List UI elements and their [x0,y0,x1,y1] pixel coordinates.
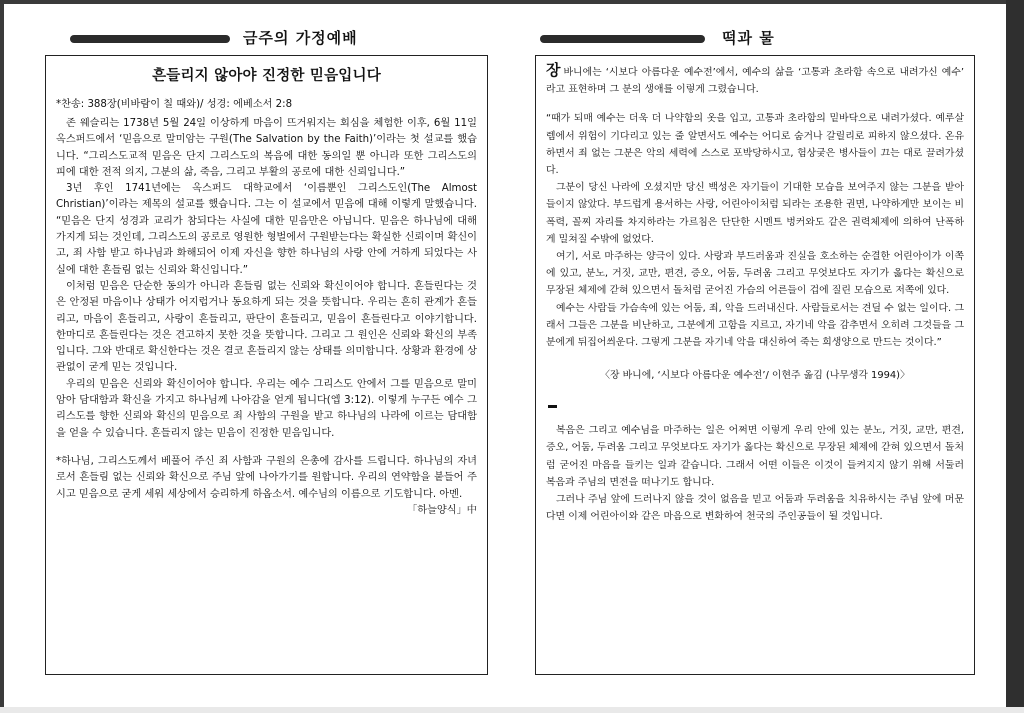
source-signature: 「하늘양식」中 [407,504,477,516]
quote-paragraph-1: “때가 되매 예수는 더욱 더 나약함의 옷을 입고, 고통과 초라함의 밑바닥으로 내려가셨다. 예루살렘에서 위험이 기다리고 있는 줄 알면서도 예수는 어디로 숨거나 갈릴리로 피하지 않으셨다. 온유하면서 죄 없는 그분은 악의 세력에 스스로 포박당하시고, 험상궂은 병사들이 끄는 대로 끌려가셨다. [546,113,964,177]
closing-paragraph-1: 복음은 그리고 예수님을 마주하는 일은 어쩌면 이렇게 우리 안에 있는 분노, 거짓, 교만, 편견, 증오, 어둠, 두려움 그리고 무엇보다도 자기가 옳다는 확신으로 무장된 체제에 갇혀 있으면서 돌처럼 굳어진 마음을 들키는 일과 같습니다. 그래서 어떤 이들은 이것이 들켜지지 않기 위해 서둘러 복음과 주님의 면전을 떠나기도 합니다. [546,425,964,488]
prayer-paragraph [56,454,477,516]
right-header-bar [540,35,705,43]
closing-paragraph-2: 그러나 주님 앞에 드러나지 않을 것이 없음을 믿고 어둠과 두려움을 치유하시는 주님 앞에 머문다면 이제 어린아이와 같은 마음으로 변화하여 천국의 주인공들이 될 것입니다. [546,494,964,523]
window-frame-left [0,0,4,713]
left-article-panel [45,55,488,675]
right-article-panel [535,55,975,675]
dropcap-letter: 장 [546,61,561,79]
article-paragraph-1: 존 웨슬리는 1738년 5월 24일 이상하게 마음이 뜨거워지는 회심을 체험한 이후, 6월 11일 옥스퍼드에서 ‘믿음으로 말미암는 구원(The Salvation by the Faith)’이라는 첫 설교를 했습니다. “그리스도교적 믿음은 단지 그리스도의 복음에 대한 동의일 뿐 아니라 또한 그리스도의 피에 대한 전적 의지, 그분의 삶, 죽음, 그리고 부활의 공로에 대한 신뢰입니다.” [56,118,477,178]
section-marker-icon [548,405,557,408]
intro-text: 바니에는 ‘시보다 아름다운 예수전’에서, 예수의 삶을 ‘고통과 초라함 속으로 내려가신 예수’ 라고 표현하며 그 분의 생애를 이렇게 그렸습니다. [546,67,964,96]
prayer-text: *하나님, 그리스도께서 베풀어 주신 죄 사함과 구원의 은총에 감사를 드립니다. 하나님의 자녀로서 흔들림 없는 신뢰와 확신으로 주님 앞에 나아가기를 원합니다. 우리의 연약함을 붙들어 주시고 믿음으로 굳게 세워 세상에서 승리하게 하옵소서. 예수님의 이름으로 기도합니다. 아멘. [56,455,477,500]
article-title: 흔들리지 않아야 진정한 믿음입니다 [152,68,381,84]
right-header-title: 떡과 물 [722,29,775,47]
article-paragraph-3: 이처럼 믿음은 단순한 동의가 아니라 흔들림 없는 신뢰와 확신이어야 합니다. 흔들린다는 것은 안정된 마음이나 상태가 어지럽거나 동요하게 되는 것을 뜻합니다. 우리는 흔히 관계가 흔들리고, 마음이 흔들리고, 사랑이 흔들리고, 판단이 흔들리고, 믿음이 흔들린다고 이야기합니다. 한마디로 흔들린다는 것은 견고하지 못한 것을 뜻합니다. 그리고 그 원인은 신뢰와 확신의 부족입니다. 그와 반대로 확신한다는 것은 결코 흔들리지 않는 상태를 의미합니다. 상황과 환경에 상관없이 굳게 믿는 것입니다. [56,280,477,374]
left-header-title: 금주의 가정예배 [243,29,358,47]
quote-paragraph-4: 예수는 사람들 가슴속에 있는 어둠, 죄, 악을 드러내신다. 사람들로서는 견딜 수 없는 일이다. 그래서 그들은 그분을 비난하고, 그분에게 고함을 지르고, 자기네 악을 감추면서 오히려 그것들을 그분에게 뒤집어씌운다. 그렇게 그분을 자기네 악을 대신하여 죽는 희생양으로 만드는 것이다.” [546,302,964,349]
quote-paragraph-3: 여기, 서로 마주하는 양극이 있다. 사랑과 부드러움과 진실을 호소하는 순결한 어린아이가 이쪽에 있고, 분노, 거짓, 교만, 편견, 증오, 어둠, 두려움 그리고 무엇보다도 자기가 옳다는 확신으로 무장된 체제에 갇혀 있으면서 돌처럼 굳어진 가슴의 어른들이 겁에 질린 모습으로 저쪽에 있다. [546,251,964,297]
quote-paragraph-2: 그분이 당신 나라에 오셨지만 당신 백성은 자기들이 기대한 모습을 보여주지 않는 그분을 받아들이지 않았다. 부드럽게 용서하는 사랑, 어린아이처럼 되라는 조용한 권면, 나약하게만 보이는 비폭력, 꼴찌 자리를 차지하라는 가르침은 단단한 시멘트 벙커와도 같은 권력체제에 의하여 난폭하게 밀쳐질 수밖에 없었다. [546,182,964,245]
quote-citation: 〈장 바니에, ‘시보다 아름다운 예수전’/ 이현주 옮김 (나무생각 1994)〉 [600,370,910,382]
hymn-scripture-line: *찬송: 388장(비바람이 칠 때와)/ 성경: 에베소서 2:8 [56,99,293,110]
window-frame-right [1006,0,1024,713]
window-frame-top [0,0,1024,4]
left-header-bar [70,35,230,43]
window-frame-bottom [0,707,1024,713]
intro-paragraph [546,62,964,98]
article-paragraph-4: 우리의 믿음은 신뢰와 확신이어야 합니다. 우리는 예수 그리스도 안에서 그를 믿음으로 말미암아 담대함과 확신을 가지고 하나님께 나아감을 얻게 됩니다(엡 3:12). 이렇게 누구든 예수 그리스도를 향한 신뢰와 확신의 믿음으로 죄 사함의 구원을 받고 하나님의 나라에 이르는 담대함을 얻을 수 있습니다. 흔들리지 않는 믿음이 진정한 믿음입니다. [56,378,477,439]
article-paragraph-2: 3년 후인 1741년에는 옥스퍼드 대학교에서 ‘이름뿐인 그리스도인(The Almost Christian)’이라는 제목의 설교를 했습니다. 그는 이 설교에서 믿음에 대해 이렇게 말했습니다. “믿음은 단지 성경과 교리가 참되다는 사실에 대한 믿음만은 아닙니다. 믿음은 하나님에 대해 가지게 되는 것인데, 그리스도의 공로로 영원한 형벌에서 구원받는다는 확실한 신뢰이며 확신이고, 죄 사함 받고 하나님과 화해되어 이제 자신을 향한 하나님의 사랑 안에 거하게 되었다는 사실에 대한 흔들림 없는 신뢰와 확신입니다.” [56,183,477,276]
